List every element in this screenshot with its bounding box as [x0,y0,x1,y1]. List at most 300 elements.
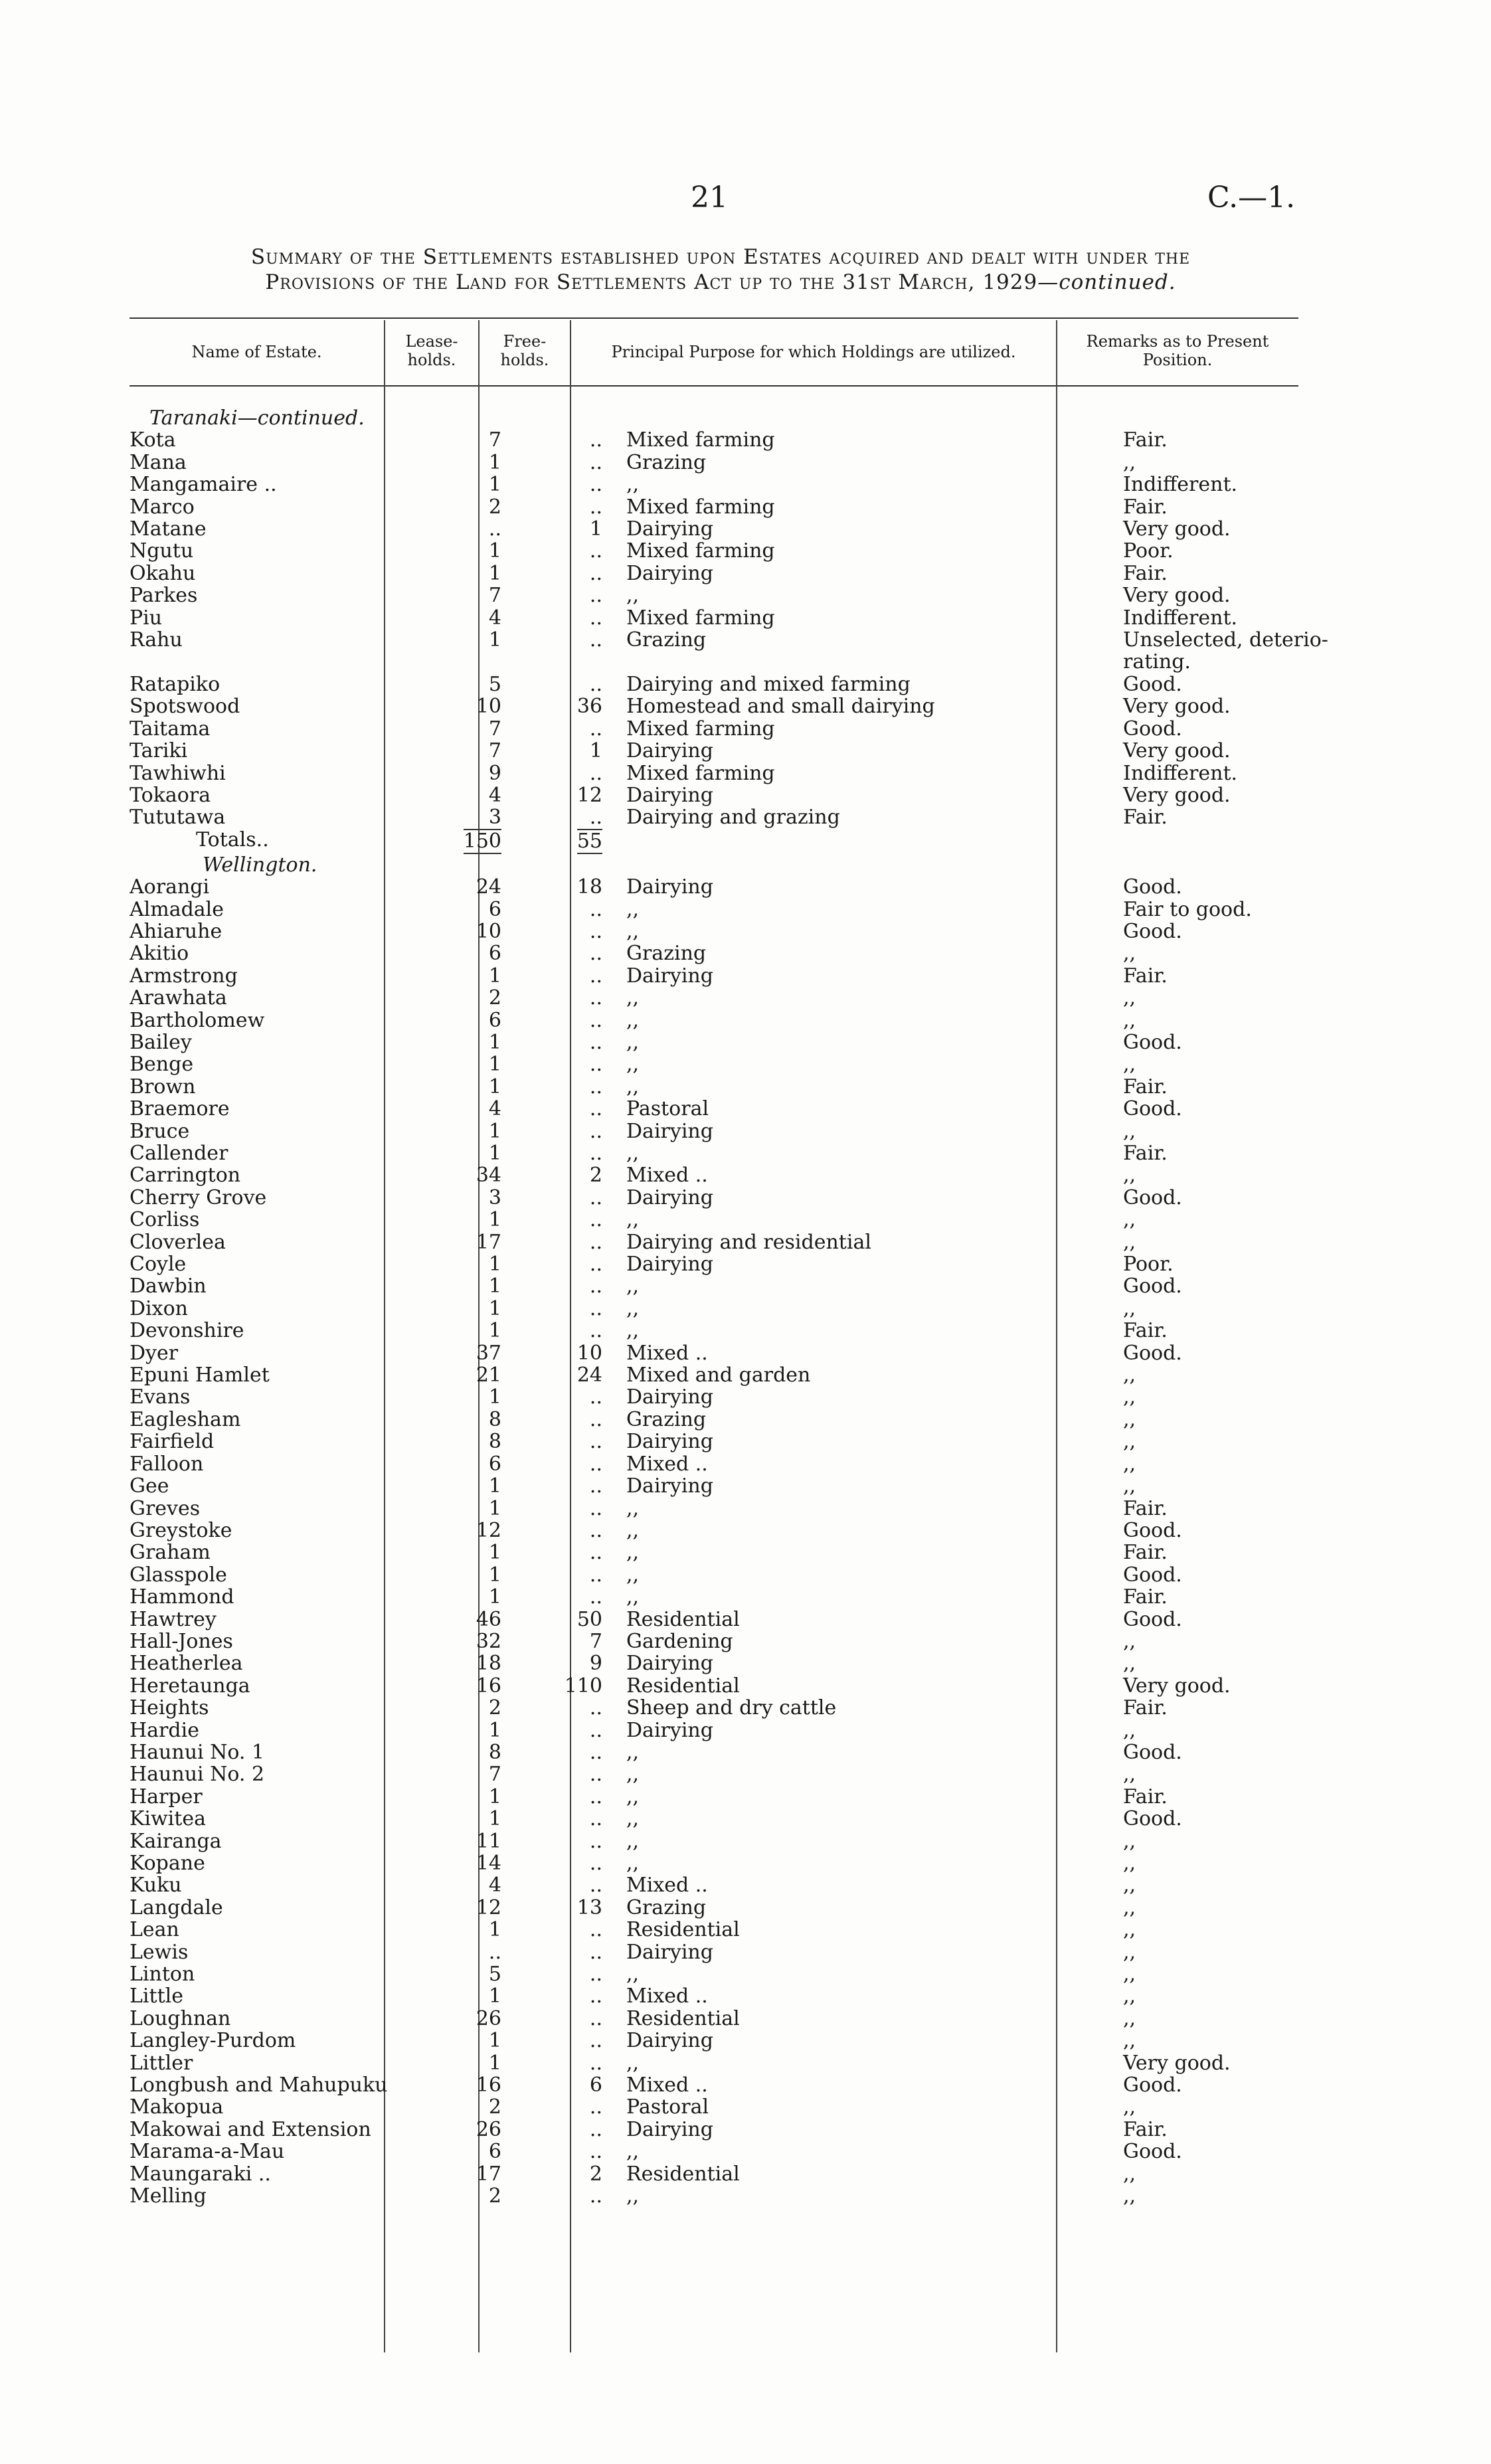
purpose-value: Dairying [626,876,713,899]
freeholds-value: 1 [589,740,602,762]
purpose-value: ,, [626,920,640,943]
remarks-value: Fair. [1123,1320,1168,1342]
freeholds-value: 2 [589,2162,602,2186]
estate-name: Rahu [130,629,183,652]
table-row [130,651,1363,673]
table-row [130,1541,1363,1563]
table-row [130,1231,1363,1253]
estate-name: Piu [130,606,163,630]
freeholds-value: .. [589,1519,602,1542]
freeholds-value: 18 [576,876,602,899]
purpose-value: ,, [626,1009,640,1031]
estate-name: Dyer [130,1342,179,1365]
estate-name: Bartholomew [130,1009,265,1031]
estate-name: Carrington [130,1164,241,1187]
remarks-value: ,, [1123,1830,1136,1852]
purpose-value: Dairying [626,2118,713,2141]
remarks-value: Good. [1123,1186,1182,1209]
freeholds-value: 10 [576,1342,602,1365]
remarks-value: Good. [1123,1741,1182,1764]
freeholds-value: .. [589,1808,602,1830]
table-row [130,1298,1363,1320]
leaseholds-value: 1 [488,1075,501,1099]
freeholds-value: .. [589,1852,602,1875]
table-row [130,496,1363,518]
leaseholds-value: 12 [476,1896,501,1919]
estate-name: Bruce [130,1120,190,1142]
freeholds-value: 50 [576,1608,602,1630]
table-row [130,762,1363,784]
freeholds-value: .. [589,920,602,943]
table-row [130,965,1363,987]
table-row [130,429,1363,451]
leaseholds-value: 7 [488,717,501,741]
freeholds-value: .. [589,1075,602,1099]
freeholds-value: .. [589,1763,602,1786]
freeholds-value: .. [589,942,602,965]
estate-name: Melling [130,2185,207,2208]
remarks-value: Fair. [1123,429,1168,452]
purpose-value: ,, [626,1741,640,1764]
estate-name: Langley-Purdom [130,2030,296,2052]
freeholds-value: .. [589,1541,602,1564]
freeholds-value: .. [589,1408,602,1431]
leaseholds-value: 1 [488,1586,501,1609]
estate-name: Lean [130,1919,179,1941]
totals-label: Totals.. [196,828,269,851]
table-row [130,1098,1363,1120]
purpose-value: Dairying [626,964,713,988]
table-row [130,1498,1363,1520]
estate-name: Gee [130,1475,169,1498]
freeholds-value: .. [589,1053,602,1076]
purpose-value: ,, [626,1497,640,1520]
remarks-value: Fair. [1123,562,1168,585]
freeholds-value: .. [589,495,602,519]
purpose-value: Gardening [626,1630,733,1653]
table-row [130,2008,1363,2030]
remarks-value: Fair. [1123,1697,1168,1719]
remarks-value: Good. [1123,1608,1182,1630]
freeholds-value: .. [589,629,602,652]
table-row [130,1475,1363,1497]
remarks-value: Fair. [1123,1142,1168,1165]
remarks-value: Very good. [1123,695,1231,718]
estate-name: Brown [130,1075,196,1099]
remarks-value: ,, [1123,1630,1136,1653]
document-reference: C.—1. [1207,181,1296,215]
freeholds-value: .. [589,2030,602,2052]
empty-cell [614,407,1112,429]
empty-cell [512,854,614,876]
estate-name: Lewis [130,1941,189,1964]
estate-name: Braemore [130,1098,230,1120]
purpose-value: ,, [626,1830,640,1852]
leaseholds-value: 1 [488,451,501,474]
freeholds-value: .. [589,1985,602,2008]
freeholds-value: .. [589,429,602,452]
freeholds-value: .. [589,1253,602,1276]
table-row [130,1076,1363,1098]
freeholds-value: 7 [589,1630,602,1653]
freeholds-value: 36 [576,695,602,718]
estate-name: Hawtrey [130,1608,217,1630]
empty-cell [614,829,1112,854]
leaseholds-value: 21 [476,1364,501,1387]
empty-cell [614,854,1112,876]
remarks-value: Poor. [1123,540,1174,563]
freeholds-value: 9 [589,1652,602,1675]
remarks-value: ,, [1123,2096,1136,2119]
estate-name: Devonshire [130,1320,244,1342]
freeholds-value: .. [589,1031,602,1054]
estate-name: Linton [130,1963,195,1986]
remarks-value: Fair. [1123,1541,1168,1564]
table-row [130,942,1363,964]
remarks-value: Very good. [1123,784,1231,807]
freeholds-value: .. [589,964,602,988]
purpose-value: Residential [626,1674,740,1698]
freeholds-value: .. [589,1963,602,1986]
table-row [130,718,1363,740]
purpose-value: Mixed farming [626,606,775,630]
estate-name: Tawhiwhi [130,762,226,784]
purpose-value: ,, [626,474,640,496]
leaseholds-value: 7 [488,740,501,762]
table-row [130,740,1363,762]
estate-name: Makowai and Extension [130,2118,371,2141]
purpose-value: ,, [626,1963,640,1986]
header-remarks: Remarks as to Present Position. [1086,332,1269,369]
estate-name: Fairfield [130,1431,215,1453]
estate-name: Kopane [130,1852,205,1875]
purpose-value: ,, [626,1563,640,1587]
table-row [130,1386,1363,1408]
leaseholds-value: 26 [476,2007,501,2030]
estate-name: Greves [130,1497,201,1520]
leaseholds-value: 6 [488,1009,501,1031]
header-top-rule [130,317,1298,319]
estate-name: Cloverlea [130,1231,226,1254]
leaseholds-value: 1 [488,1919,501,1941]
leaseholds-value: 5 [488,673,501,696]
leaseholds-value: 8 [488,1431,501,1453]
remarks-value: ,, [1123,1852,1136,1875]
leaseholds-value: 1 [488,964,501,988]
purpose-value: Mixed farming [626,540,775,563]
leaseholds-value: 1 [488,1719,501,1741]
remarks-value: Fair. [1123,1785,1168,1808]
table-row [130,1253,1363,1275]
estate-name: Mangamaire .. [130,474,277,496]
remarks-value: Fair. [1123,1586,1168,1609]
remarks-value: Fair. [1123,495,1168,519]
estate-name [130,651,395,673]
leaseholds-value: 10 [476,920,501,943]
leaseholds-value: 1 [488,629,501,652]
remarks-value: ,, [1123,1919,1136,1941]
purpose-value: Mixed farming [626,495,775,519]
table-row [130,921,1363,942]
estate-name: Greystoke [130,1519,232,1542]
purpose-value: Dairying and residential [626,1231,871,1254]
estate-name: Little [130,1985,183,2008]
estate-name: Aorangi [130,876,210,899]
leaseholds-value: .. [488,1941,501,1964]
estate-name: Kota [130,429,176,452]
freeholds-value: .. [589,1452,602,1476]
header-freeholds: Free-holds. [500,332,549,369]
empty-cell [512,407,614,429]
table-row [130,784,1363,806]
table-row [130,563,1363,584]
purpose-value: ,, [626,584,640,607]
freeholds-value: 12 [576,784,602,807]
freeholds-value: .. [589,1497,602,1520]
table-row [130,1985,1363,2007]
leaseholds-value: 37 [476,1342,501,1365]
table-row [130,540,1363,562]
purpose-value: Dairying [626,740,713,762]
leaseholds-value: 14 [476,1852,501,1875]
table-row [130,806,1363,828]
purpose-value: ,, [626,2185,640,2208]
leaseholds-value: 24 [476,876,501,899]
freeholds-value: .. [589,987,602,1010]
leaseholds-value: 4 [488,1098,501,1120]
freeholds-value: .. [589,1275,602,1298]
header-purpose: Principal Purpose for which Holdings are utilized. [611,343,1016,361]
leaseholds-value: 3 [488,1186,501,1209]
table-row [130,629,1363,651]
freeholds-value: .. [589,1563,602,1587]
table-row [130,2096,1363,2118]
estate-name: Akitio [130,942,189,965]
remarks-value: ,, [1123,1896,1136,1919]
leaseholds-value: 4 [488,606,501,630]
table-row [130,1275,1363,1297]
estate-name: Arawhata [130,987,227,1010]
purpose-value: ,, [626,1031,640,1054]
table-row [130,1431,1363,1452]
purpose-value: Dairying [626,518,713,541]
purpose-value: Dairying [626,1431,713,1453]
table-row [130,1320,1363,1342]
estate-table-body [130,407,1363,2208]
purpose-value: ,, [626,1519,640,1542]
estate-name: Ratapiko [130,673,220,696]
purpose-value: Grazing [626,1896,707,1919]
leaseholds-value: 17 [476,2162,501,2186]
table-row [130,1031,1363,1053]
remarks-value: ,, [1123,1009,1136,1031]
purpose-value: Dairying [626,562,713,585]
purpose-value: Dairying and grazing [626,806,840,829]
purpose-value: Dairying [626,784,713,807]
leaseholds-value: 11 [476,1830,501,1852]
remarks-value: Very good. [1123,1674,1231,1698]
purpose-value: Mixed .. [626,2074,708,2097]
freeholds-value: .. [589,451,602,474]
freeholds-value: .. [589,673,602,696]
remarks-value: ,, [1123,2162,1136,2186]
freeholds-value: .. [589,1120,602,1142]
table-row [130,1675,1363,1697]
purpose-value: Pastoral [626,1098,709,1120]
table-row [130,1963,1363,1985]
table-row [130,1763,1363,1785]
remarks-value: ,, [1123,1297,1136,1320]
freeholds-value: .. [589,1297,602,1320]
purpose-value: Mixed .. [626,1164,708,1187]
leaseholds-value: 1 [488,2052,501,2075]
freeholds-value: .. [589,1431,602,1453]
table-row [130,1719,1363,1741]
remarks-value: Very good. [1123,518,1231,541]
estate-name: Okahu [130,562,196,585]
table-row [130,1364,1363,1386]
purpose-value: ,, [626,898,640,921]
remarks-value: ,, [1123,451,1136,474]
remarks-value: ,, [1123,1364,1136,1387]
remarks-value: ,, [1123,2185,1136,2208]
table-row [130,899,1363,921]
table-row [130,987,1363,1009]
freeholds-value: .. [589,2007,602,2030]
purpose-value: Pastoral [626,2096,709,2119]
table-row [130,1941,1363,1963]
remarks-value: Fair. [1123,2118,1168,2141]
table-row [130,1053,1363,1075]
purpose-value: ,, [626,1586,640,1609]
page-title [126,244,1315,295]
remarks-value: ,, [1123,1209,1136,1231]
table-row [130,1830,1363,1852]
table-row [130,1409,1363,1431]
purpose-value: Mixed farming [626,717,775,741]
freeholds-value: .. [589,1231,602,1254]
remarks-value: ,, [1123,1985,1136,2008]
leaseholds-value: 2 [488,2096,501,2119]
leaseholds-value: 7 [488,1763,501,1786]
totals-row [130,829,1363,854]
table-row [130,1697,1363,1719]
freeholds-value: .. [589,1209,602,1231]
remarks-value: Good. [1123,920,1182,943]
section-name: Wellington. [203,853,317,877]
estate-table [130,407,1363,2208]
remarks-value: Good. [1123,1031,1182,1054]
remarks-value: ,, [1123,1719,1136,1741]
leaseholds-value: 4 [488,784,501,807]
leaseholds-value: 1 [488,1053,501,1076]
estate-name: Glasspole [130,1563,227,1587]
freeholds-value: .. [589,2185,602,2208]
estate-name: Coyle [130,1253,187,1276]
remarks-value: Fair. [1123,1497,1168,1520]
estate-name: Spotswood [130,695,240,718]
purpose-value: ,, [626,1320,640,1342]
estate-name: Tariki [130,740,188,762]
title-continued: —continued. [1037,270,1176,294]
table-row [130,2074,1363,2096]
leaseholds-value [395,651,512,673]
purpose-value: Dairying [626,1941,713,1964]
freeholds-value: .. [589,584,602,607]
leaseholds-value: 34 [476,1164,501,1187]
table-row [130,1630,1363,1652]
estate-name: Evans [130,1386,191,1409]
remarks-value: ,, [1123,1452,1136,1476]
leaseholds-value: 1 [488,1120,501,1142]
table-row [130,2030,1363,2052]
remarks-value: Indifferent. [1123,606,1238,630]
estate-name: Epuni Hamlet [130,1364,270,1387]
estate-name: Ahiaruhe [130,920,222,943]
freeholds-value: .. [589,1697,602,1719]
purpose-value: ,, [626,1209,640,1231]
leaseholds-value: 2 [488,1697,501,1719]
table-row [130,1520,1363,1541]
freeholds-value: 2 [589,1164,602,1187]
leaseholds-value: 32 [476,1630,501,1653]
remarks-value: Good. [1123,876,1182,899]
purpose-value: ,, [626,1852,640,1875]
purpose-value: Grazing [626,629,707,652]
remarks-value: Good. [1123,1519,1182,1542]
remarks-value: ,, [1123,1963,1136,1986]
remarks-value: ,, [1123,2007,1136,2030]
table-row [130,1164,1363,1186]
purpose-value: ,, [626,1053,640,1076]
empty-cell [1112,829,1363,854]
remarks-value: ,, [1123,1120,1136,1142]
freeholds-value: .. [589,1785,602,1808]
purpose-value: Dairying and mixed farming [626,673,911,696]
freeholds-value: .. [589,1741,602,1764]
remarks-value: ,, [1123,987,1136,1010]
empty-cell [395,854,512,876]
remarks-value: Very good. [1123,740,1231,762]
remarks-value: Very good. [1123,584,1231,607]
estate-name: Eaglesham [130,1408,241,1431]
estate-name: Graham [130,1541,211,1564]
table-row [130,1209,1363,1231]
remarks-value: Indifferent. [1123,474,1238,496]
totals-leaseholds [395,829,512,854]
leaseholds-value: 18 [476,1652,501,1675]
estate-name: Hammond [130,1586,234,1609]
purpose-value: Mixed and garden [626,1364,811,1387]
purpose-value: Residential [626,2007,740,2030]
purpose-value: Dairying [626,1186,713,1209]
freeholds-value: .. [589,1941,602,1964]
leaseholds-value: 17 [476,1231,501,1254]
purpose-value: ,, [626,1785,640,1808]
freeholds-value: .. [589,2096,602,2119]
table-row [130,452,1363,474]
purpose-value: ,, [626,2141,640,2163]
table-row [130,1187,1363,1209]
freeholds-value: .. [589,1098,602,1120]
leaseholds-value: 1 [488,540,501,563]
purpose-value: ,, [626,1763,640,1786]
freeholds-value: 6 [589,2074,602,2097]
leaseholds-value: 7 [488,584,501,607]
remarks-value: Good. [1123,2074,1182,2097]
purpose-value: Residential [626,1608,740,1630]
estate-name: Heights [130,1697,209,1719]
